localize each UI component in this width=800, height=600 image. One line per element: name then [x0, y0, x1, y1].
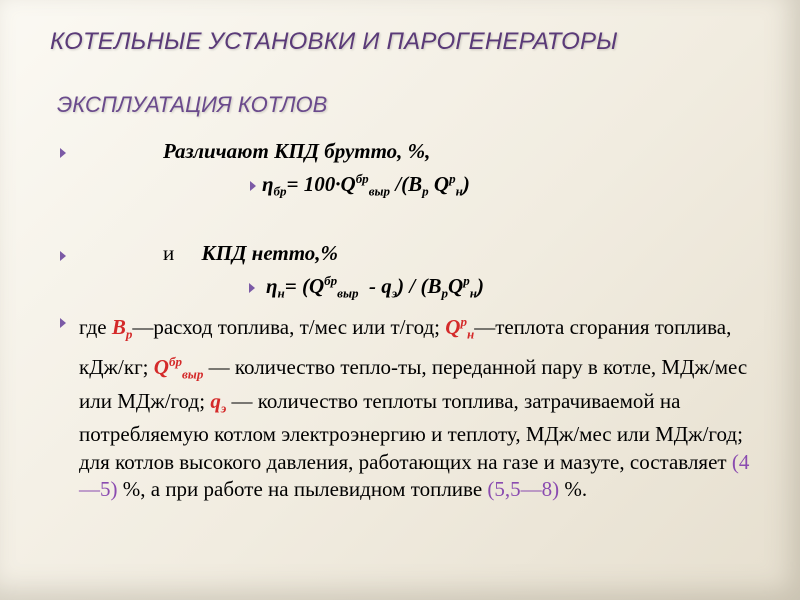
- var-q-gross-subscript: выр: [181, 366, 204, 382]
- var-q-e: q: [210, 388, 221, 413]
- para-text: где: [79, 314, 112, 339]
- var-q-gross-superscript: бр: [168, 353, 182, 369]
- para-text: —теплота сгорания топлива, кДж/кг;: [79, 314, 732, 379]
- gross-efficiency-line: Различают КПД брутто, %,: [163, 139, 431, 163]
- var-q-gross: Q: [153, 354, 169, 379]
- net-efficiency-line: [163, 241, 338, 266]
- q-superscript: р: [463, 273, 470, 288]
- var-b: B: [111, 314, 126, 339]
- var-q: Q: [445, 314, 461, 339]
- eta-symbol: η: [262, 171, 274, 196]
- section-subtitle: ЭКСПЛУАТАЦИЯ КОТЛОВ: [57, 92, 328, 117]
- range-gas-fuel: (4—5): [79, 449, 750, 502]
- q-subscript: н: [455, 183, 463, 199]
- gross-efficiency-formula: [262, 171, 470, 199]
- formula-part: ) / (B: [397, 273, 442, 298]
- para-text: — количество тепло-ты, переданной пару в котле, МДж/мес или МДж/год;: [79, 354, 748, 413]
- definitions-paragraph: [79, 308, 759, 504]
- q-subscript: выр: [368, 183, 391, 199]
- para-text: —расход топлива, т/мес или т/год;: [132, 314, 446, 339]
- bullet-arrow-icon: [60, 318, 66, 328]
- net-efficiency-label: КПД нетто,%: [201, 241, 339, 265]
- q-subscript: выр: [337, 285, 359, 301]
- var-q-e-subscript: э: [220, 400, 227, 416]
- formula-part: = (Q: [284, 273, 325, 298]
- b-subscript: р: [441, 285, 449, 301]
- eta-subscript: н: [277, 285, 285, 301]
- q-e-subscript: э: [391, 285, 398, 301]
- formula-part: Q: [448, 273, 464, 298]
- para-text: %, а при работе на пылевидном топливе: [117, 477, 488, 502]
- eta-symbol: η: [266, 273, 278, 298]
- formula-part: = 100·Q: [286, 171, 356, 196]
- b-subscript: р: [422, 183, 429, 199]
- q-superscript: бр: [355, 171, 369, 186]
- var-q-superscript: р: [460, 314, 467, 329]
- bullet-arrow-icon: [60, 251, 66, 261]
- range-pulverized-fuel: (5,5—8): [487, 477, 560, 502]
- formula-part: - q: [358, 273, 392, 298]
- formula-part: ): [476, 273, 484, 298]
- q-superscript: бр: [324, 273, 338, 288]
- formula-part: ): [462, 171, 470, 196]
- var-b-subscript: р: [125, 326, 133, 342]
- para-text: — количество теплоты топлива, затрачиваемой на потребляемую котлом электроэнергию и теплоту, МДж/мес или МДж/год; для котлов высокого давления, работающих на газе и мазуте, составляет: [79, 388, 743, 474]
- and-word: и: [163, 241, 175, 265]
- para-text: %.: [559, 477, 588, 502]
- bullet-arrow-icon: [250, 181, 256, 191]
- bullet-arrow-icon: [60, 148, 66, 158]
- page-title: КОТЕЛЬНЫЕ УСТАНОВКИ И ПАРОГЕНЕРАТОРЫ: [50, 28, 618, 55]
- formula-part: /(B: [390, 171, 423, 196]
- formula-part: Q: [428, 171, 450, 196]
- bullet-arrow-icon: [249, 283, 255, 293]
- q-superscript: р: [449, 171, 456, 186]
- net-efficiency-formula: [266, 273, 484, 301]
- q-subscript: н: [469, 285, 477, 301]
- var-q-subscript: н: [466, 326, 475, 342]
- eta-subscript: бр: [273, 183, 287, 199]
